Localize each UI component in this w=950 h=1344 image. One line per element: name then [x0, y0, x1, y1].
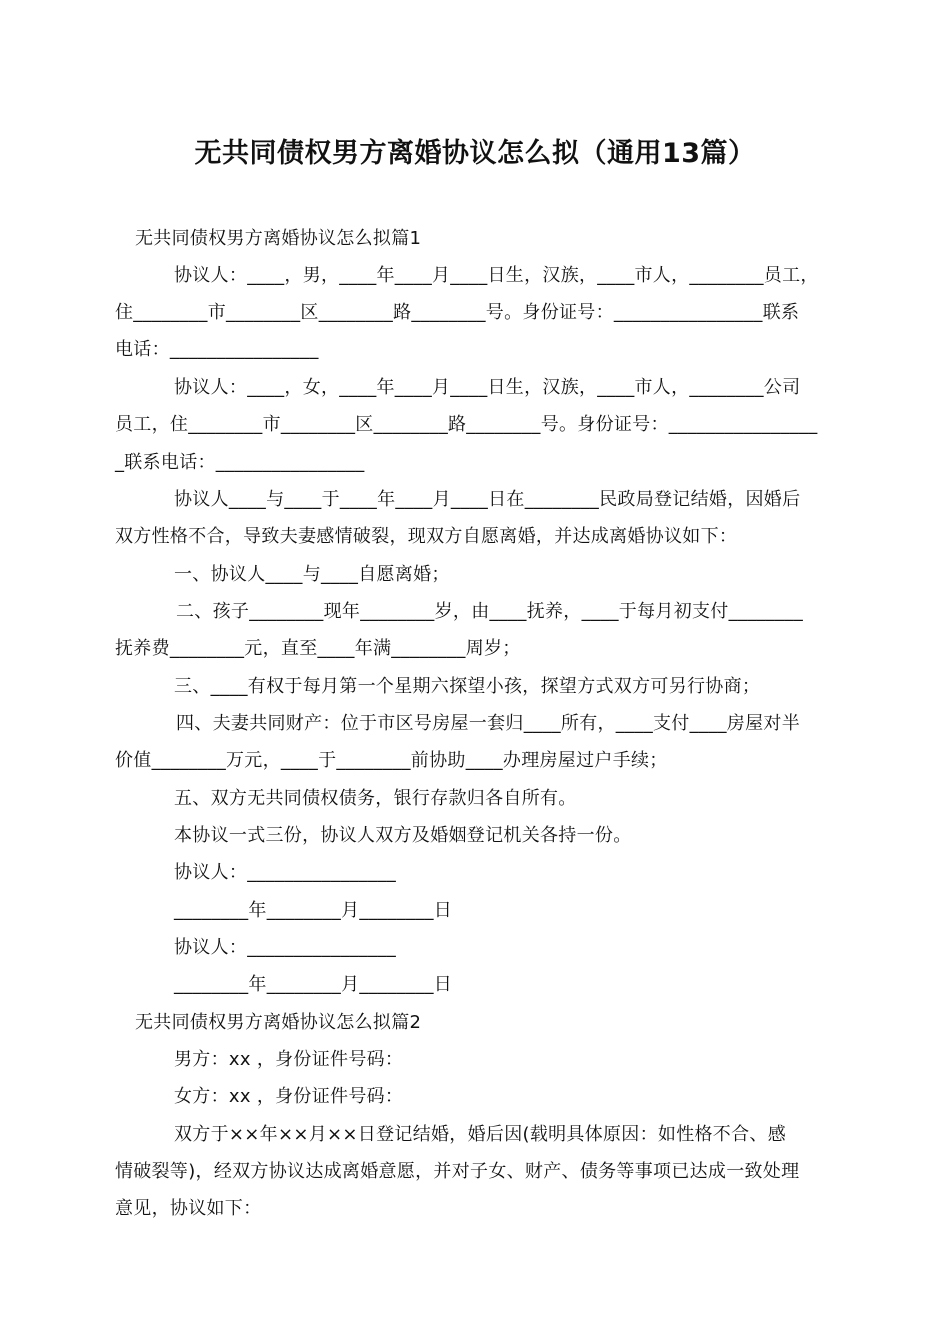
paragraph-line: 本协议一式三份，协议人双方及婚姻登记机关各持一份。	[174, 825, 632, 846]
paragraph-line: 双方性格不合，导致夫妻感情破裂，现双方自愿离婚，并达成离婚协议如下：	[115, 526, 738, 547]
paragraph-line: _联系电话：________________	[115, 452, 365, 473]
paragraph-line: 协议人：____，男，____年____月____日生，汉族，____市人，________员工，	[174, 265, 819, 286]
paragraph-line: 双方于××年××月××日登记结婚，婚后因(载明具体原因：如性格不合、感	[174, 1124, 787, 1145]
paragraph-line: 员工，住________市________区________路________号。身份证号：________________	[115, 414, 818, 435]
date-line: ________年________月________日	[174, 974, 453, 995]
paragraph-line: 情破裂等)，经双方协议达成离婚意愿，并对子女、财产、债务等事项已达成一致处理	[115, 1161, 800, 1182]
paragraph-line: 电话：________________	[115, 339, 319, 360]
paragraph-line: 协议人：____，女，____年____月____日生，汉族，____市人，________公司	[174, 377, 801, 398]
clause-line: 四、夫妻共同财产：位于市区号房屋一套归____所有，____支付____房屋对半	[176, 713, 800, 734]
clause-line: 价值________万元，____于________前协助____办理房屋过户手续；	[115, 750, 668, 771]
section-heading-2: 无共同债权男方离婚协议怎么拟篇2	[135, 1012, 422, 1033]
clause-line: 五、双方无共同债权债务，银行存款归各自所有。	[174, 788, 577, 809]
clause-line: 一、协议人____与____自愿离婚；	[174, 564, 450, 585]
paragraph-line: 女方：xx ，身份证件号码：	[174, 1086, 404, 1107]
paragraph-line: 协议人____与____于____年____月____日在________民政局登记结婚，因婚后	[174, 489, 801, 510]
date-line: ________年________月________日	[174, 900, 453, 921]
clause-line: 三、____有权于每月第一个星期六探望小孩，探望方式双方可另行协商；	[174, 676, 761, 697]
clause-line: 抚养费________元，直至____年满________周岁；	[115, 638, 521, 659]
section-heading-1: 无共同债权男方离婚协议怎么拟篇1	[135, 228, 422, 249]
paragraph-line: 意见，协议如下：	[115, 1198, 262, 1219]
paragraph-line: 住________市________区________路________号。身份证号：________________联系	[115, 302, 800, 323]
signature-line: 协议人：________________	[174, 862, 396, 883]
signature-line: 协议人：________________	[174, 937, 396, 958]
clause-line: 二、孩子________现年________岁，由____抚养，____于每月初支付________	[176, 601, 803, 622]
document-title: 无共同债权男方离婚协议怎么拟（通用13篇）	[194, 138, 756, 169]
paragraph-line: 男方：xx ，身份证件号码：	[174, 1049, 404, 1070]
